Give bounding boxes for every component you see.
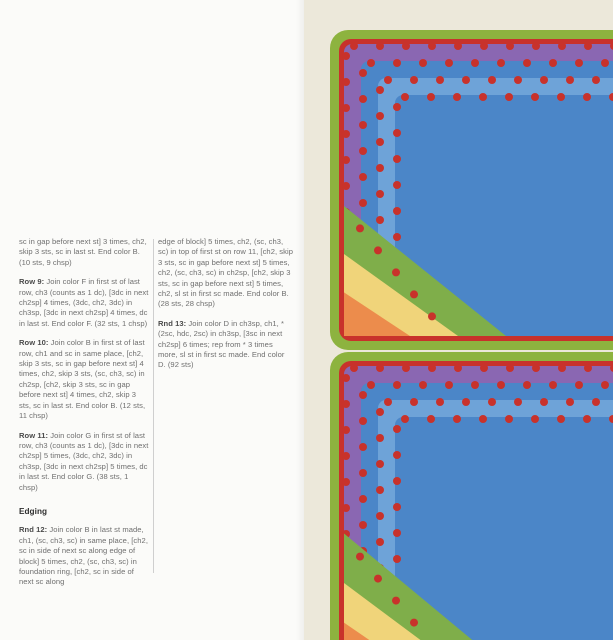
block-2-stitch (342, 400, 350, 408)
block-2-stitch (342, 426, 350, 434)
paragraph-text: Join color F in first st of last row, ch3 (counts as 1 dc), [3dc in next ch2sp] 4 times, (3dc, ch2, 3dc) in ch3sp, [3dc in next ch2sp] 4 times, dc in last st. End color F. (32 sts, 1 chsp) (19, 277, 149, 328)
block-1-stitch (359, 69, 367, 77)
block-2-stitch (497, 381, 505, 389)
block-1-stitch (583, 93, 591, 101)
block-1-stitch (506, 42, 514, 50)
block-2-stitch (376, 538, 384, 546)
block-1-stitch (359, 199, 367, 207)
block-2-stitch (523, 381, 531, 389)
block-1-stitch (505, 93, 513, 101)
block-1-stitch (428, 42, 436, 50)
block-1-stitch (566, 76, 574, 84)
block-2-stitch (367, 381, 375, 389)
block-2-stitch (505, 415, 513, 423)
block-2-stitch (540, 398, 548, 406)
block-1-stitch (393, 207, 401, 215)
paragraph-text: sc in gap before next st] 3 times, ch2, skip 3 sts, sc in last st. End color B. (10 sts, 9 chsp) (19, 237, 147, 267)
block-1-stitch (376, 190, 384, 198)
block-1-stitch (401, 93, 409, 101)
paragraph-row-11 (19, 431, 149, 493)
block-1-stitch (584, 42, 592, 50)
block-1-stitch (428, 312, 436, 320)
block-1-stitch (342, 130, 350, 138)
block-2-stitch (376, 434, 384, 442)
row-label: Rnd 13: (158, 318, 187, 328)
block-1-stitch (540, 76, 548, 84)
block-2-stitch (342, 504, 350, 512)
block-1-stitch (359, 147, 367, 155)
block-1-stitch (342, 104, 350, 112)
block-2-stitch (359, 417, 367, 425)
block-1-stitch (601, 59, 609, 67)
block-1-stitch (356, 224, 364, 232)
block-2-stitch (359, 521, 367, 529)
block-2-stitch (376, 364, 384, 372)
block-2-stitch (342, 452, 350, 460)
block-2-stitch (575, 381, 583, 389)
block-2-stitch (359, 469, 367, 477)
block-1-stitch (558, 42, 566, 50)
block-1-stitch (376, 138, 384, 146)
block-2-stitch (454, 364, 462, 372)
block-2-stitch (359, 391, 367, 399)
block-1-stitch (376, 86, 384, 94)
block-2-stitch (488, 398, 496, 406)
block-1-stitch (359, 173, 367, 181)
block-1-stitch (384, 76, 392, 84)
block-1-stitch (342, 182, 350, 190)
block-1-stitch (514, 76, 522, 84)
block-2-stitch (410, 398, 418, 406)
block-2-stitch (566, 398, 574, 406)
block-2-stitch (479, 415, 487, 423)
block-2-stitch (393, 477, 401, 485)
row-label: Row 9: (19, 277, 45, 287)
block-2-stitch (462, 398, 470, 406)
row-label: Row 11: (19, 430, 49, 440)
text-column-right (158, 237, 294, 380)
block-2-stitch (480, 364, 488, 372)
paragraph-text: Join color B in first st of last row, ch1 and sc in same place, [ch2, skip 3 sts, sc in gap before next st] 4 times, ch2, skip 3 sts, (sc, ch3, sc) in ch2sp, [ch2, skip 3 sts, sc in gap before next st] 4 times, ch2, skip 3 sts, sc in last st. End color B. (12 sts, 11 chsp) (19, 338, 146, 421)
block-2-stitch (532, 364, 540, 372)
block-2-stitch (342, 374, 350, 382)
block-2-stitch (393, 425, 401, 433)
block-1-stitch (523, 59, 531, 67)
block-1-stitch (479, 93, 487, 101)
block-2-stitch (427, 415, 435, 423)
block-2-stitch (376, 512, 384, 520)
block-1-stitch (454, 42, 462, 50)
block-2-stitch (557, 415, 565, 423)
block-2-stitch (384, 398, 392, 406)
block-2-stitch (376, 460, 384, 468)
block-2-stitch (601, 381, 609, 389)
block-1-stitch (462, 76, 470, 84)
paragraph-row-10 (19, 338, 149, 421)
block-2-stitch (376, 408, 384, 416)
block-1-stitch (410, 76, 418, 84)
block-1-stitch (342, 52, 350, 60)
block-2-stitch (428, 364, 436, 372)
block-2-stitch (445, 381, 453, 389)
block-1-stitch (393, 103, 401, 111)
block-2-stitch (558, 364, 566, 372)
block-1-stitch (376, 164, 384, 172)
block-2-stitch (514, 398, 522, 406)
block-1-stitch (359, 121, 367, 129)
block-1-stitch (374, 246, 382, 254)
block-2-stitch (419, 381, 427, 389)
crochet-blocks-image (304, 0, 613, 640)
paragraph-row-9 (19, 277, 149, 329)
block-1-stitch (392, 268, 400, 276)
block-1-stitch (376, 216, 384, 224)
paragraph-continuation (19, 237, 149, 268)
column-divider (153, 239, 154, 573)
block-1-stitch (557, 93, 565, 101)
block-1-stitch (419, 59, 427, 67)
block-1-stitch (532, 42, 540, 50)
block-1-stitch (367, 59, 375, 67)
block-2-stitch (359, 495, 367, 503)
block-2-stitch (356, 553, 364, 561)
block-1-stitch (575, 59, 583, 67)
block-1-stitch (393, 181, 401, 189)
block-2-stitch (393, 503, 401, 511)
block-2-stitch (392, 597, 400, 605)
block-1-stitch (359, 95, 367, 103)
block-1-stitch (342, 78, 350, 86)
row-label: Row 10: (19, 338, 49, 348)
block-1-stitch (350, 42, 358, 50)
paragraph-text: edge of block] 5 times, ch2, (sc, ch3, sc) in top of first st on row 11, [ch2, skip 3 sts, sc in gap before next st] 5 times, ch2, (sc, ch3, sc) in ch2sp, [ch2, skip 3 sts, sc in gap before next st] 5 times, ch2, sl st in first sc made. End color B. (28 sts, 28 chsp) (158, 237, 294, 309)
block-2-stitch (374, 575, 382, 583)
block-2-stitch (410, 619, 418, 627)
block-1-stitch (393, 155, 401, 163)
block-1-stitch (471, 59, 479, 67)
block-2-stitch (342, 478, 350, 486)
paragraph-text: Join color G in first st of last row, ch3 (counts as 1 dc), [3dc in next ch2sp] 5 times, (3dc, ch2, 3dc) in ch3sp, [3dc in next ch2sp] 5 times, dc in last st. End color G. (38 sts, 1 chsp) (19, 430, 149, 492)
block-1-stitch (393, 129, 401, 137)
paragraph-rnd-13 (158, 319, 294, 371)
block-2-stitch (531, 415, 539, 423)
block-1-stitch (480, 42, 488, 50)
block-2-stitch (471, 381, 479, 389)
crochet-photo (304, 0, 613, 640)
block-2-stitch (453, 415, 461, 423)
block-1-stitch (436, 76, 444, 84)
block-1-stitch (445, 59, 453, 67)
block-2-stitch (393, 451, 401, 459)
paragraph-text: Join color B in last st made, ch1, (sc, ch3, sc) in same place, [ch2, sc in side of next sc along edge of block] 5 times, ch2, (sc, ch3, sc) in foundation ring, [ch2, sc in side of next sc along (19, 525, 148, 587)
block-2-stitch (506, 364, 514, 372)
block-2-stitch (401, 415, 409, 423)
block-1-stitch (342, 156, 350, 164)
block-1-stitch (402, 42, 410, 50)
section-heading-edging: Edging (19, 506, 48, 516)
text-column-left (19, 237, 149, 597)
block-1-stitch (393, 59, 401, 67)
block-2-stitch (350, 364, 358, 372)
block-1-stitch (488, 76, 496, 84)
block-2-stitch (436, 398, 444, 406)
block-2-stitch (393, 555, 401, 563)
block-2-stitch (393, 529, 401, 537)
block-1-stitch (549, 59, 557, 67)
block-2-stitch (393, 381, 401, 389)
block-1-stitch (393, 233, 401, 241)
block-2-stitch (549, 381, 557, 389)
block-1-stitch (497, 59, 505, 67)
block-1-stitch (410, 290, 418, 298)
block-1-stitch (531, 93, 539, 101)
row-label: Rnd 12: (19, 525, 48, 535)
block-2-stitch (583, 415, 591, 423)
block-2-stitch (376, 486, 384, 494)
block-1-stitch (427, 93, 435, 101)
block-2-stitch (402, 364, 410, 372)
paragraph-rnd-12 (19, 525, 149, 587)
block-1-stitch (453, 93, 461, 101)
block-1-stitch (592, 76, 600, 84)
paragraph-text: Join color D in ch3sp, ch1, *(2sc, hdc, 2sc) in ch3sp, [3sc in next ch2sp] 6 times; rep from * 3 times more, sl st in first sc made. End color D. (92 sts) (158, 318, 285, 370)
block-1-stitch (376, 112, 384, 120)
block-2-stitch (359, 443, 367, 451)
block-2-stitch (584, 364, 592, 372)
paragraph-continuation (158, 237, 294, 310)
block-2-stitch (592, 398, 600, 406)
block-1-stitch (376, 42, 384, 50)
